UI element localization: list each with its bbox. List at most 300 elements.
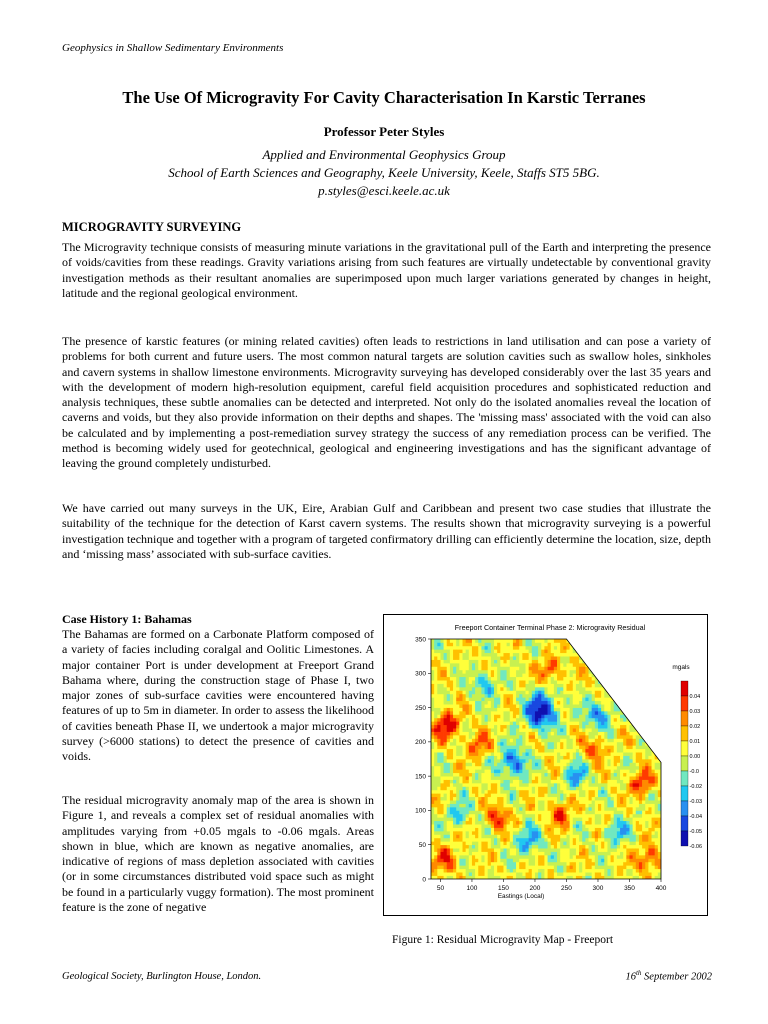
heatmap-cell	[563, 780, 567, 784]
heatmap-cell	[519, 756, 523, 760]
heatmap-cell	[557, 714, 561, 718]
heatmap-cell	[459, 786, 463, 790]
heatmap-cell	[614, 646, 618, 650]
heatmap-cell	[494, 855, 498, 859]
heatmap-cell	[648, 783, 652, 787]
heatmap-cell	[595, 845, 599, 849]
heatmap-cell	[522, 684, 526, 688]
heatmap-cell	[623, 646, 627, 650]
heatmap-cell	[582, 646, 586, 650]
heatmap-cell	[456, 858, 460, 862]
heatmap-cell	[563, 841, 567, 845]
heatmap-cell	[629, 642, 633, 646]
heatmap-cell	[522, 872, 526, 876]
heatmap-cell	[623, 687, 627, 691]
heatmap-cell	[554, 649, 558, 653]
heatmap-cell	[469, 680, 473, 684]
heatmap-cell	[444, 872, 448, 876]
heatmap-cell	[566, 848, 570, 852]
heatmap-cell	[456, 694, 460, 698]
heatmap-cell	[513, 855, 517, 859]
heatmap-cell	[544, 790, 548, 794]
heatmap-cell	[617, 831, 621, 835]
heatmap-cell	[607, 735, 611, 739]
heatmap-cell	[488, 756, 492, 760]
heatmap-cell	[538, 704, 542, 708]
heatmap-cell	[554, 701, 558, 705]
heatmap-cell	[604, 807, 608, 811]
heatmap-cell	[557, 738, 561, 742]
heatmap-cell	[614, 797, 618, 801]
heatmap-cell	[532, 725, 536, 729]
heatmap-cell	[513, 793, 517, 797]
heatmap-cell	[475, 649, 479, 653]
heatmap-cell	[551, 838, 555, 842]
heatmap-cell	[642, 708, 646, 712]
heatmap-cell	[554, 841, 558, 845]
heatmap-cell	[472, 673, 476, 677]
heatmap-cell	[475, 831, 479, 835]
heatmap-cell	[466, 677, 470, 681]
heatmap-cell	[548, 848, 552, 852]
heatmap-cell	[529, 670, 533, 674]
heatmap-cell	[648, 677, 652, 681]
heatmap-cell	[639, 680, 643, 684]
heatmap-cell	[633, 642, 637, 646]
heatmap-cell	[431, 697, 435, 701]
heatmap-cell	[544, 841, 548, 845]
heatmap-cell	[538, 783, 542, 787]
heatmap-cell	[579, 828, 583, 832]
heatmap-cell	[475, 862, 479, 866]
heatmap-cell	[522, 728, 526, 732]
heatmap-cell	[633, 852, 637, 856]
heatmap-cell	[582, 831, 586, 835]
heatmap-cell	[604, 869, 608, 873]
heatmap-cell	[532, 766, 536, 770]
heatmap-cell	[548, 838, 552, 842]
heatmap-cell	[604, 800, 608, 804]
heatmap-cell	[481, 862, 485, 866]
heatmap-cell	[648, 687, 652, 691]
heatmap-cell	[623, 776, 627, 780]
heatmap-cell	[494, 831, 498, 835]
heatmap-cell	[475, 824, 479, 828]
heatmap-cell	[573, 704, 577, 708]
heatmap-cell	[645, 762, 649, 766]
heatmap-cell	[629, 639, 633, 643]
heatmap-cell	[585, 721, 589, 725]
heatmap-cell	[544, 752, 548, 756]
heatmap-cell	[538, 862, 542, 866]
heatmap-cell	[469, 841, 473, 845]
heatmap-cell	[513, 680, 517, 684]
heatmap-cell	[503, 872, 507, 876]
heatmap-cell	[611, 749, 615, 753]
heatmap-cell	[503, 776, 507, 780]
heatmap-cell	[526, 858, 530, 862]
heatmap-cell	[463, 821, 467, 825]
heatmap-cell	[444, 735, 448, 739]
heatmap-cell	[639, 810, 643, 814]
heatmap-cell	[466, 841, 470, 845]
heatmap-cell	[607, 804, 611, 808]
heatmap-cell	[491, 769, 495, 773]
heatmap-cell	[598, 749, 602, 753]
heatmap-cell	[485, 852, 489, 856]
heatmap-cell	[475, 865, 479, 869]
heatmap-cell	[437, 821, 441, 825]
heatmap-cell	[488, 738, 492, 742]
heatmap-cell	[601, 690, 605, 694]
heatmap-cell	[516, 752, 520, 756]
heatmap-cell	[456, 869, 460, 873]
heatmap-cell	[607, 862, 611, 866]
heatmap-cell	[642, 783, 646, 787]
heatmap-cell	[598, 670, 602, 674]
heatmap-cell	[551, 728, 555, 732]
heatmap-cell	[617, 714, 621, 718]
heatmap-cell	[510, 660, 514, 664]
heatmap-cell	[582, 817, 586, 821]
heatmap-cell	[481, 790, 485, 794]
heatmap-cell	[431, 865, 435, 869]
heatmap-cell	[494, 666, 498, 670]
heatmap-cell	[592, 738, 596, 742]
heatmap-cell	[633, 831, 637, 835]
heatmap-cell	[557, 824, 561, 828]
heatmap-cell	[557, 653, 561, 657]
heatmap-cell	[485, 656, 489, 660]
heatmap-cell	[566, 814, 570, 818]
heatmap-cell	[585, 701, 589, 705]
heatmap-cell	[516, 845, 520, 849]
heatmap-cell	[626, 642, 630, 646]
heatmap-cell	[456, 663, 460, 667]
heatmap-cell	[503, 663, 507, 667]
heatmap-cell	[598, 728, 602, 732]
heatmap-cell	[440, 718, 444, 722]
heatmap-cell	[538, 714, 542, 718]
figure-1-map	[383, 614, 708, 916]
heatmap-cell	[513, 701, 517, 705]
heatmap-cell	[601, 773, 605, 777]
heatmap-cell	[645, 814, 649, 818]
heatmap-cell	[551, 704, 555, 708]
heatmap-cell	[645, 793, 649, 797]
heatmap-cell	[507, 690, 511, 694]
heatmap-cell	[598, 697, 602, 701]
heatmap-cell	[595, 687, 599, 691]
heatmap-cell	[617, 869, 621, 873]
heatmap-cell	[466, 845, 470, 849]
heatmap-cell	[510, 783, 514, 787]
heatmap-cell	[652, 649, 656, 653]
heatmap-cell	[576, 749, 580, 753]
heatmap-cell	[535, 697, 539, 701]
heatmap-cell	[636, 642, 640, 646]
heatmap-cell	[573, 865, 577, 869]
heatmap-cell	[554, 697, 558, 701]
heatmap-cell	[503, 769, 507, 773]
heatmap-cell	[516, 701, 520, 705]
heatmap-cell	[563, 756, 567, 760]
heatmap-cell	[633, 697, 637, 701]
heatmap-cell	[617, 718, 621, 722]
heatmap-cell	[510, 759, 514, 763]
heatmap-cell	[557, 704, 561, 708]
heatmap-cell	[560, 800, 564, 804]
heatmap-cell	[652, 670, 656, 674]
heatmap-cell	[532, 800, 536, 804]
heatmap-cell	[592, 728, 596, 732]
heatmap-cell	[585, 797, 589, 801]
heatmap-cell	[431, 642, 435, 646]
heatmap-cell	[478, 646, 482, 650]
heatmap-cell	[601, 670, 605, 674]
heatmap-cell	[535, 694, 539, 698]
heatmap-cell	[444, 732, 448, 736]
body-paragraph: The presence of karstic features (or mining related cavities) often leads to restrictions in land utilisation and can pose a variety of problems for both current and future users. The most common natural targets are solution cavities such as swallow holes, sinkholes and cavern systems in shallow limestone environments. Microgravity surveying has developed considerably over the last 35 years and with the development of modern high-resolution equipment, careful field acquisition procedures and sophisticated reduction and analysis techniques, these subtle anomalies can be detected and interpreted. Not only do the isolated anomalies reveal the location of caverns and voids, but they also provide information on their depths and shapes. The 'missing mass' associated with the void can also be calculated and by implementing a post-remediation survey strategy the success of any remediation process can be verified. The method is becoming widely used for geotechnical, geological and engineering investigations and has the significant advantage of leaving the ground completely undisturbed.	[62, 334, 711, 471]
heatmap-cell	[447, 680, 451, 684]
heatmap-cell	[639, 773, 643, 777]
heatmap-cell	[582, 673, 586, 677]
heatmap-cell	[522, 680, 526, 684]
heatmap-cell	[592, 831, 596, 835]
heatmap-cell	[629, 697, 633, 701]
heatmap-cell	[611, 828, 615, 832]
heatmap-cell	[544, 663, 548, 667]
heatmap-cell	[626, 656, 630, 660]
heatmap-cell	[570, 786, 574, 790]
heatmap-cell	[516, 776, 520, 780]
heatmap-cell	[607, 728, 611, 732]
heatmap-cell	[636, 694, 640, 698]
heatmap-cell	[456, 639, 460, 643]
heatmap-cell	[541, 807, 545, 811]
heatmap-cell	[604, 677, 608, 681]
heatmap-cell	[434, 697, 438, 701]
heatmap-cell	[463, 769, 467, 773]
heatmap-cell	[513, 817, 517, 821]
heatmap-cell	[604, 769, 608, 773]
heatmap-cell	[604, 752, 608, 756]
heatmap-cell	[491, 711, 495, 715]
heatmap-cell	[611, 660, 615, 664]
heatmap-cell	[431, 869, 435, 873]
heatmap-cell	[601, 790, 605, 794]
heatmap-cell	[570, 697, 574, 701]
heatmap-cell	[554, 694, 558, 698]
heatmap-cell	[456, 735, 460, 739]
heatmap-cell	[494, 701, 498, 705]
heatmap-cell	[450, 704, 454, 708]
heatmap-cell	[472, 821, 476, 825]
heatmap-cell	[629, 687, 633, 691]
heatmap-cell	[623, 800, 627, 804]
heatmap-cell	[541, 783, 545, 787]
heatmap-cell	[598, 642, 602, 646]
heatmap-cell	[541, 800, 545, 804]
heatmap-cell	[444, 845, 448, 849]
heatmap-cell	[497, 786, 501, 790]
heatmap-cell	[507, 646, 511, 650]
heatmap-cell	[642, 807, 646, 811]
heatmap-cell	[529, 790, 533, 794]
heatmap-cell	[579, 838, 583, 842]
heatmap-cell	[516, 790, 520, 794]
heatmap-cell	[566, 690, 570, 694]
heatmap-cell	[529, 869, 533, 873]
heatmap-cell	[510, 804, 514, 808]
heatmap-cell	[626, 680, 630, 684]
heatmap-cell	[466, 725, 470, 729]
heatmap-cell	[466, 831, 470, 835]
heatmap-cell	[601, 824, 605, 828]
heatmap-cell	[497, 694, 501, 698]
heatmap-cell	[522, 711, 526, 715]
heatmap-cell	[573, 673, 577, 677]
heatmap-cell	[601, 862, 605, 866]
heatmap-cell	[576, 725, 580, 729]
heatmap-cell	[538, 824, 542, 828]
heatmap-cell	[592, 769, 596, 773]
heatmap-cell	[579, 749, 583, 753]
heatmap-cell	[585, 862, 589, 866]
heatmap-cell	[607, 711, 611, 715]
heatmap-cell	[447, 673, 451, 677]
heatmap-cell	[563, 831, 567, 835]
heatmap-cell	[431, 824, 435, 828]
heatmap-cell	[592, 776, 596, 780]
heatmap-cell	[541, 649, 545, 653]
heatmap-cell	[601, 821, 605, 825]
heatmap-cell	[472, 656, 476, 660]
heatmap-cell	[617, 728, 621, 732]
heatmap-cell	[453, 646, 457, 650]
heatmap-cell	[491, 656, 495, 660]
heatmap-cell	[456, 817, 460, 821]
heatmap-cell	[652, 694, 656, 698]
heatmap-cell	[466, 721, 470, 725]
heatmap-cell	[437, 711, 441, 715]
heatmap-cell	[469, 666, 473, 670]
heatmap-cell	[573, 855, 577, 859]
heatmap-cell	[633, 687, 637, 691]
heatmap-cell	[440, 677, 444, 681]
heatmap-cell	[434, 752, 438, 756]
heatmap-cell	[497, 732, 501, 736]
heatmap-cell	[532, 841, 536, 845]
heatmap-cell	[607, 646, 611, 650]
heatmap-cell	[570, 721, 574, 725]
heatmap-cell	[437, 831, 441, 835]
heatmap-cell	[444, 673, 448, 677]
heatmap-cell	[623, 721, 627, 725]
heatmap-cell	[652, 728, 656, 732]
heatmap-cell	[532, 797, 536, 801]
heatmap-cell	[485, 663, 489, 667]
heatmap-cell	[444, 656, 448, 660]
heatmap-cell	[620, 834, 624, 838]
heatmap-cell	[485, 742, 489, 746]
heatmap-cell	[642, 725, 646, 729]
heatmap-cell	[614, 694, 618, 698]
heatmap-cell	[491, 807, 495, 811]
heatmap-cell	[636, 735, 640, 739]
heatmap-cell	[579, 708, 583, 712]
heatmap-cell	[497, 783, 501, 787]
heatmap-cell	[447, 766, 451, 770]
heatmap-cell	[500, 697, 504, 701]
heatmap-cell	[488, 673, 492, 677]
heatmap-cell	[440, 776, 444, 780]
heatmap-cell	[551, 769, 555, 773]
heatmap-cell	[466, 735, 470, 739]
heatmap-cell	[589, 804, 593, 808]
heatmap-cell	[566, 735, 570, 739]
heatmap-cell	[450, 690, 454, 694]
heatmap-cell	[636, 639, 640, 643]
heatmap-cell	[431, 749, 435, 753]
heatmap-cell	[503, 704, 507, 708]
heatmap-cell	[459, 858, 463, 862]
heatmap-cell	[617, 804, 621, 808]
heatmap-cell	[648, 872, 652, 876]
heatmap-cell	[652, 642, 656, 646]
heatmap-cell	[507, 841, 511, 845]
heatmap-cell	[510, 855, 514, 859]
heatmap-cell	[494, 639, 498, 643]
heatmap-cell	[440, 821, 444, 825]
heatmap-cell	[614, 831, 618, 835]
heatmap-cell	[519, 684, 523, 688]
heatmap-cell	[611, 817, 615, 821]
heatmap-cell	[611, 745, 615, 749]
heatmap-cell	[541, 869, 545, 873]
heatmap-cell	[633, 718, 637, 722]
heatmap-cell	[642, 814, 646, 818]
heatmap-cell	[557, 690, 561, 694]
heatmap-cell	[437, 869, 441, 873]
heatmap-cell	[450, 797, 454, 801]
heatmap-cell	[570, 677, 574, 681]
heatmap-cell	[604, 810, 608, 814]
heatmap-cell	[648, 646, 652, 650]
heatmap-cell	[633, 793, 637, 797]
heatmap-cell	[636, 769, 640, 773]
heatmap-cell	[614, 666, 618, 670]
heatmap-cell	[633, 666, 637, 670]
heatmap-cell	[589, 783, 593, 787]
heatmap-cell	[491, 824, 495, 828]
heatmap-cell	[510, 673, 514, 677]
heatmap-cell	[604, 862, 608, 866]
heatmap-cell	[488, 783, 492, 787]
heatmap-cell	[652, 852, 656, 856]
heatmap-cell	[532, 762, 536, 766]
affiliation-school: School of Earth Sciences and Geography, Keele University, Keele, Staffs ST5 5BG.	[168, 165, 600, 180]
heatmap-cell	[614, 728, 618, 732]
heatmap-cell	[522, 793, 526, 797]
heatmap-cell	[601, 697, 605, 701]
heatmap-cell	[623, 807, 627, 811]
heatmap-cell	[573, 742, 577, 746]
heatmap-cell	[503, 694, 507, 698]
heatmap-cell	[513, 834, 517, 838]
heatmap-cell	[601, 872, 605, 876]
heatmap-cell	[488, 786, 492, 790]
